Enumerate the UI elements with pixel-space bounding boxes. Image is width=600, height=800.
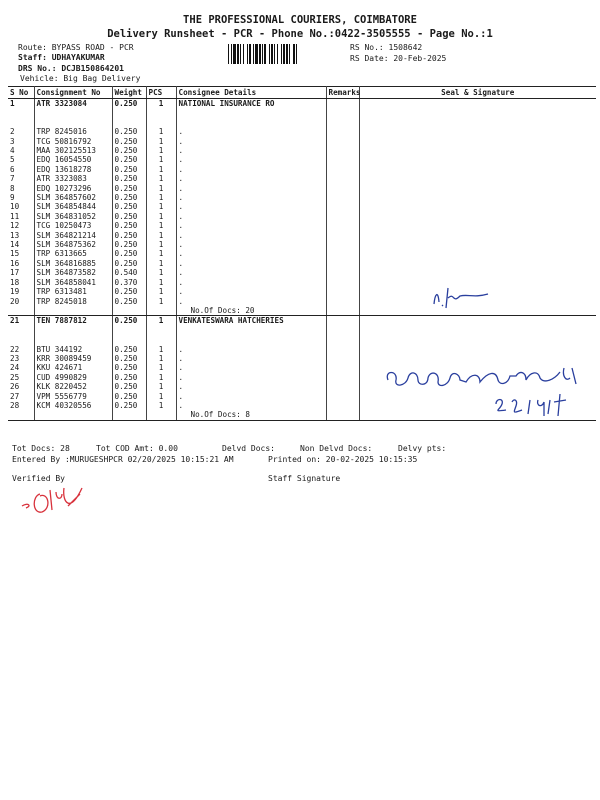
- weight: 0.250: [112, 363, 146, 372]
- weight: 0.250: [112, 146, 146, 155]
- serial-number: 1: [10, 99, 15, 108]
- consignment-number: SLM 364816885: [34, 259, 112, 268]
- consignment-number: SLM 364857602: [34, 193, 112, 202]
- spacer-row: [8, 326, 596, 335]
- table-row: [8, 287, 596, 296]
- empty-cell: [34, 306, 112, 316]
- table-row: [8, 221, 596, 230]
- docs-count: No.Of Docs: 8: [176, 410, 326, 420]
- consignee-details: .: [176, 278, 326, 287]
- remarks-cell: [326, 401, 359, 410]
- empty-cell: [326, 326, 359, 335]
- serial-number: 24: [10, 363, 20, 373]
- remarks-cell: [326, 193, 359, 202]
- serial-number: 12: [10, 221, 20, 231]
- rs-date: RS Date: 20-Feb-2025: [350, 54, 447, 63]
- seal-signature-cell: [359, 165, 596, 174]
- pcs: 1: [146, 240, 176, 249]
- pcs: 1: [146, 316, 176, 326]
- serial-number: 18: [10, 277, 20, 287]
- pcs: 1: [146, 165, 176, 174]
- serial-number: 25: [10, 372, 20, 382]
- serial-number: 5: [10, 155, 15, 165]
- table-row: [8, 155, 596, 164]
- seal-signature-cell: [359, 231, 596, 240]
- consignment-number: TEN 7887812: [34, 316, 112, 326]
- serial-number: 6: [10, 164, 15, 174]
- weight: 0.370: [112, 278, 146, 287]
- empty-cell: [359, 108, 596, 117]
- seal-signature-cell: [359, 193, 596, 202]
- consignee-details: .: [176, 193, 326, 202]
- barcode: [228, 44, 336, 64]
- serial-number: 13: [10, 230, 20, 240]
- serial-number: 19: [10, 287, 20, 297]
- empty-cell: [8, 108, 34, 117]
- seal-signature-cell: [359, 259, 596, 268]
- pcs: 1: [146, 202, 176, 211]
- serial-number: 11: [10, 211, 20, 221]
- col-consignee: Consignee Details: [176, 87, 326, 99]
- consignment-number: CUD 4990829: [34, 373, 112, 382]
- vehicle-label: Vehicle: Big Bag Delivery: [20, 74, 141, 83]
- consignment-number: ATR 3323083: [34, 174, 112, 183]
- remarks-cell: [326, 287, 359, 296]
- pcs: 1: [146, 268, 176, 277]
- table-row: [8, 212, 596, 221]
- seal-signature-cell: [359, 99, 596, 109]
- consignee-details: .: [176, 354, 326, 363]
- table-row: [8, 354, 596, 363]
- remarks-cell: [326, 137, 359, 146]
- consignee-details: .: [176, 202, 326, 211]
- serial-number: 28: [10, 400, 20, 410]
- docs-count: No.Of Docs: 20: [176, 306, 326, 316]
- consignee-details: .: [176, 401, 326, 410]
- consignment-number: KLK 8220452: [34, 382, 112, 391]
- company-name: THE PROFESSIONAL COURIERS, COIMBATORE: [183, 14, 417, 26]
- empty-cell: [34, 410, 112, 420]
- empty-cell: [34, 335, 112, 344]
- consignee-details: .: [176, 382, 326, 391]
- table-row: [8, 345, 596, 354]
- weight: 0.250: [112, 212, 146, 221]
- table-row: [8, 240, 596, 249]
- consignment-number: KCM 40320556: [34, 401, 112, 410]
- empty-cell: [146, 326, 176, 335]
- serial-number: 2: [10, 127, 15, 137]
- consignment-number: TCG 10250473: [34, 221, 112, 230]
- seal-signature-cell: [359, 268, 596, 277]
- empty-cell: [176, 118, 326, 127]
- serial-number: 3: [10, 136, 15, 146]
- seal-signature-cell: [359, 212, 596, 221]
- table-row: [8, 127, 596, 136]
- consignee-details: .: [176, 174, 326, 183]
- route-label: Route: BYPASS ROAD - PCR: [18, 43, 134, 52]
- serial-number: 14: [10, 240, 20, 250]
- empty-cell: [326, 306, 359, 316]
- empty-cell: [8, 326, 34, 335]
- consignment-number: SLM 364821214: [34, 231, 112, 240]
- weight: 0.540: [112, 268, 146, 277]
- consignment-number: EDQ 13618278: [34, 165, 112, 174]
- empty-cell: [8, 410, 34, 420]
- spacer-row: [8, 335, 596, 344]
- seal-signature-cell: [359, 202, 596, 211]
- weight: 0.250: [112, 155, 146, 164]
- pcs: 1: [146, 363, 176, 372]
- table-row: [8, 278, 596, 287]
- empty-cell: [326, 108, 359, 117]
- consignee-details: .: [176, 249, 326, 258]
- consignment-number: TCG 50816792: [34, 137, 112, 146]
- staff-label: Staff: UDHAYAKUMAR: [18, 53, 105, 62]
- col-seal-signature: Seal & Signature: [359, 87, 596, 99]
- pcs: 1: [146, 373, 176, 382]
- consignee-details: .: [176, 146, 326, 155]
- weight: 0.250: [112, 202, 146, 211]
- table-row: [8, 231, 596, 240]
- empty-cell: [34, 326, 112, 335]
- remarks-cell: [326, 354, 359, 363]
- empty-cell: [8, 306, 34, 316]
- consignment-number: TRP 8245018: [34, 297, 112, 306]
- weight: 0.250: [112, 193, 146, 202]
- weight: 0.250: [112, 240, 146, 249]
- empty-cell: [112, 108, 146, 117]
- weight: 0.250: [112, 297, 146, 306]
- serial-number: 7: [10, 174, 15, 184]
- consignee-details: .: [176, 259, 326, 268]
- pcs: 1: [146, 212, 176, 221]
- serial-number: 20: [10, 296, 20, 306]
- table-row: [8, 146, 596, 155]
- seal-signature-cell: [359, 155, 596, 164]
- weight: 0.250: [112, 287, 146, 296]
- consignee-details: .: [176, 363, 326, 372]
- empty-cell: [359, 326, 596, 335]
- consignment-number: SLM 364854844: [34, 202, 112, 211]
- weight: 0.250: [112, 373, 146, 382]
- pcs: 1: [146, 278, 176, 287]
- col-weight: Weight: [112, 87, 146, 99]
- serial-number: 16: [10, 258, 20, 268]
- seal-signature-cell: [359, 316, 596, 326]
- empty-cell: [8, 335, 34, 344]
- delivered-docs: Delvd Docs:: [222, 444, 275, 453]
- empty-cell: [34, 118, 112, 127]
- serial-number: 10: [10, 202, 20, 212]
- col-pcs: PCS: [146, 87, 176, 99]
- table-row: [8, 184, 596, 193]
- consignee-details: VENKATESWARA HATCHERIES: [176, 316, 326, 326]
- weight: 0.250: [112, 259, 146, 268]
- table-row: [8, 137, 596, 146]
- consignment-number: SLM 364875362: [34, 240, 112, 249]
- consignment-number: TRP 6313481: [34, 287, 112, 296]
- seal-signature-cell: [359, 240, 596, 249]
- weight: 0.250: [112, 127, 146, 136]
- remarks-cell: [326, 174, 359, 183]
- consignment-number: TRP 6313665: [34, 249, 112, 258]
- remarks-cell: [326, 345, 359, 354]
- verified-by-label: Verified By: [12, 474, 65, 483]
- table-row: [8, 259, 596, 268]
- weight: 0.250: [112, 221, 146, 230]
- serial-number: 17: [10, 268, 20, 278]
- seal-signature-cell: [359, 345, 596, 354]
- seal-signature-cell: [359, 137, 596, 146]
- remarks-cell: [326, 268, 359, 277]
- remarks-cell: [326, 127, 359, 136]
- total-docs: Tot Docs: 28: [12, 444, 70, 453]
- consignee-details: .: [176, 240, 326, 249]
- weight: 0.250: [112, 99, 146, 109]
- table-row: [8, 297, 596, 306]
- pcs: 1: [146, 401, 176, 410]
- weight: 0.250: [112, 231, 146, 240]
- weight: 0.250: [112, 401, 146, 410]
- pcs: 1: [146, 155, 176, 164]
- pcs: 1: [146, 345, 176, 354]
- empty-cell: [146, 306, 176, 316]
- col-remarks: Remarks: [326, 87, 359, 99]
- weight: 0.250: [112, 316, 146, 326]
- delivery-points: Delvy pts:: [398, 444, 447, 453]
- remarks-cell: [326, 382, 359, 391]
- pcs: 1: [146, 127, 176, 136]
- pcs: 1: [146, 146, 176, 155]
- total-cod-amount: Tot COD Amt: 0.00: [96, 444, 178, 453]
- verifier-red-signature: [18, 484, 98, 524]
- table-row: [8, 249, 596, 258]
- pcs: 1: [146, 259, 176, 268]
- seal-signature-cell: [359, 249, 596, 258]
- consignment-number: MAA 302125513: [34, 146, 112, 155]
- serial-number: 23: [10, 353, 20, 363]
- serial-number: 8: [10, 183, 15, 193]
- weight: 0.250: [112, 249, 146, 258]
- consignee-details: .: [176, 221, 326, 230]
- empty-cell: [359, 118, 596, 127]
- pcs: 1: [146, 249, 176, 258]
- table-row: [8, 268, 596, 277]
- serial-number: 21: [10, 316, 20, 326]
- col-sno: S No: [8, 87, 34, 99]
- empty-cell: [146, 410, 176, 420]
- empty-cell: [112, 326, 146, 335]
- pcs: 1: [146, 184, 176, 193]
- serial-number: 27: [10, 391, 20, 401]
- table-row: [8, 202, 596, 211]
- weight: 0.250: [112, 382, 146, 391]
- weight: 0.250: [112, 345, 146, 354]
- table-row: [8, 165, 596, 174]
- pcs: 1: [146, 287, 176, 296]
- consignee-details: .: [176, 268, 326, 277]
- remarks-cell: [326, 184, 359, 193]
- consignee-details: .: [176, 231, 326, 240]
- remarks-cell: [326, 240, 359, 249]
- empty-cell: [112, 335, 146, 344]
- serial-number: 9: [10, 193, 15, 203]
- pcs: 1: [146, 231, 176, 240]
- table-header-row: [8, 87, 596, 99]
- empty-cell: [176, 335, 326, 344]
- sheet-title: Delivery Runsheet - PCR - Phone No.:0422-3505555 - Page No.:1: [107, 28, 493, 40]
- consignee-details: .: [176, 345, 326, 354]
- pcs: 1: [146, 137, 176, 146]
- weight: 0.250: [112, 392, 146, 401]
- remarks-cell: [326, 99, 359, 109]
- remarks-cell: [326, 392, 359, 401]
- consignee-details: NATIONAL INSURANCE RO: [176, 99, 326, 109]
- pcs: 1: [146, 382, 176, 391]
- empty-cell: [34, 108, 112, 117]
- pcs: 1: [146, 99, 176, 109]
- weight: 0.250: [112, 137, 146, 146]
- empty-cell: [359, 335, 596, 344]
- consignment-number: TRP 8245016: [34, 127, 112, 136]
- consignee-details: .: [176, 165, 326, 174]
- pcs: 1: [146, 297, 176, 306]
- staff-signature-label: Staff Signature: [268, 474, 341, 483]
- weight: 0.250: [112, 174, 146, 183]
- signature-tamil-name: [384, 366, 584, 426]
- seal-signature-cell: [359, 146, 596, 155]
- consignee-details: .: [176, 155, 326, 164]
- drs-number: DRS No.: DCJB150864201: [18, 64, 124, 73]
- remarks-cell: [326, 316, 359, 326]
- serial-number: 26: [10, 382, 20, 392]
- empty-cell: [326, 335, 359, 344]
- pcs: 1: [146, 392, 176, 401]
- consignment-number: ATR 3323084: [34, 99, 112, 109]
- weight: 0.250: [112, 354, 146, 363]
- consignee-details: .: [176, 212, 326, 221]
- spacer-row: [8, 108, 596, 117]
- rs-number: RS No.: 1508642: [350, 43, 423, 52]
- remarks-cell: [326, 155, 359, 164]
- remarks-cell: [326, 146, 359, 155]
- empty-cell: [326, 118, 359, 127]
- weight: 0.250: [112, 165, 146, 174]
- remarks-cell: [326, 363, 359, 372]
- consignee-details: .: [176, 127, 326, 136]
- consignment-number: VPM 5556779: [34, 392, 112, 401]
- remarks-cell: [326, 202, 359, 211]
- consignee-details: .: [176, 184, 326, 193]
- pcs: 1: [146, 221, 176, 230]
- seal-signature-cell: [359, 174, 596, 183]
- consignment-number: KRR 30089459: [34, 354, 112, 363]
- remarks-cell: [326, 221, 359, 230]
- seal-signature-cell: [359, 127, 596, 136]
- empty-cell: [146, 108, 176, 117]
- table-row: [8, 193, 596, 202]
- table-row: [8, 99, 596, 109]
- empty-cell: [112, 410, 146, 420]
- consignment-number: BTU 344192: [34, 345, 112, 354]
- empty-cell: [146, 118, 176, 127]
- consignment-number: SLM 364858041: [34, 278, 112, 287]
- remarks-cell: [326, 297, 359, 306]
- printed-on: Printed on: 20-02-2025 10:15:35: [268, 455, 418, 464]
- docs-count-row: [8, 306, 596, 316]
- remarks-cell: [326, 373, 359, 382]
- remarks-cell: [326, 259, 359, 268]
- signature-scribble-1: [430, 282, 500, 312]
- empty-cell: [112, 118, 146, 127]
- pcs: 1: [146, 193, 176, 202]
- table-row: [8, 316, 596, 326]
- seal-signature-cell: [359, 354, 596, 363]
- consignment-number: EDQ 10273296: [34, 184, 112, 193]
- weight: 0.250: [112, 184, 146, 193]
- seal-signature-cell: [359, 184, 596, 193]
- entered-by: Entered By :MURUGESHPCR 02/20/2025 10:15:21 AM: [12, 455, 234, 464]
- empty-cell: [146, 335, 176, 344]
- pcs: 1: [146, 354, 176, 363]
- serial-number: 4: [10, 146, 15, 155]
- serial-number: 15: [10, 249, 20, 259]
- remarks-cell: [326, 212, 359, 221]
- remarks-cell: [326, 231, 359, 240]
- empty-cell: [112, 306, 146, 316]
- empty-cell: [176, 326, 326, 335]
- consignment-number: SLM 364831052: [34, 212, 112, 221]
- table-row: [8, 174, 596, 183]
- col-consignment: Consignment No: [34, 87, 112, 99]
- seal-signature-cell: [359, 221, 596, 230]
- consignee-details: .: [176, 373, 326, 382]
- consignee-details: .: [176, 137, 326, 146]
- empty-cell: [176, 108, 326, 117]
- remarks-cell: [326, 249, 359, 258]
- consignment-number: EDQ 16054550: [34, 155, 112, 164]
- consignee-details: .: [176, 297, 326, 306]
- empty-cell: [8, 118, 34, 127]
- spacer-row: [8, 118, 596, 127]
- empty-cell: [326, 410, 359, 420]
- consignee-details: .: [176, 287, 326, 296]
- remarks-cell: [326, 278, 359, 287]
- consignment-number: SLM 364873582: [34, 268, 112, 277]
- pcs: 1: [146, 174, 176, 183]
- consignee-details: .: [176, 392, 326, 401]
- consignment-number: KKU 424671: [34, 363, 112, 372]
- remarks-cell: [326, 165, 359, 174]
- non-delivered-docs: Non Delvd Docs:: [300, 444, 373, 453]
- serial-number: 22: [10, 344, 20, 354]
